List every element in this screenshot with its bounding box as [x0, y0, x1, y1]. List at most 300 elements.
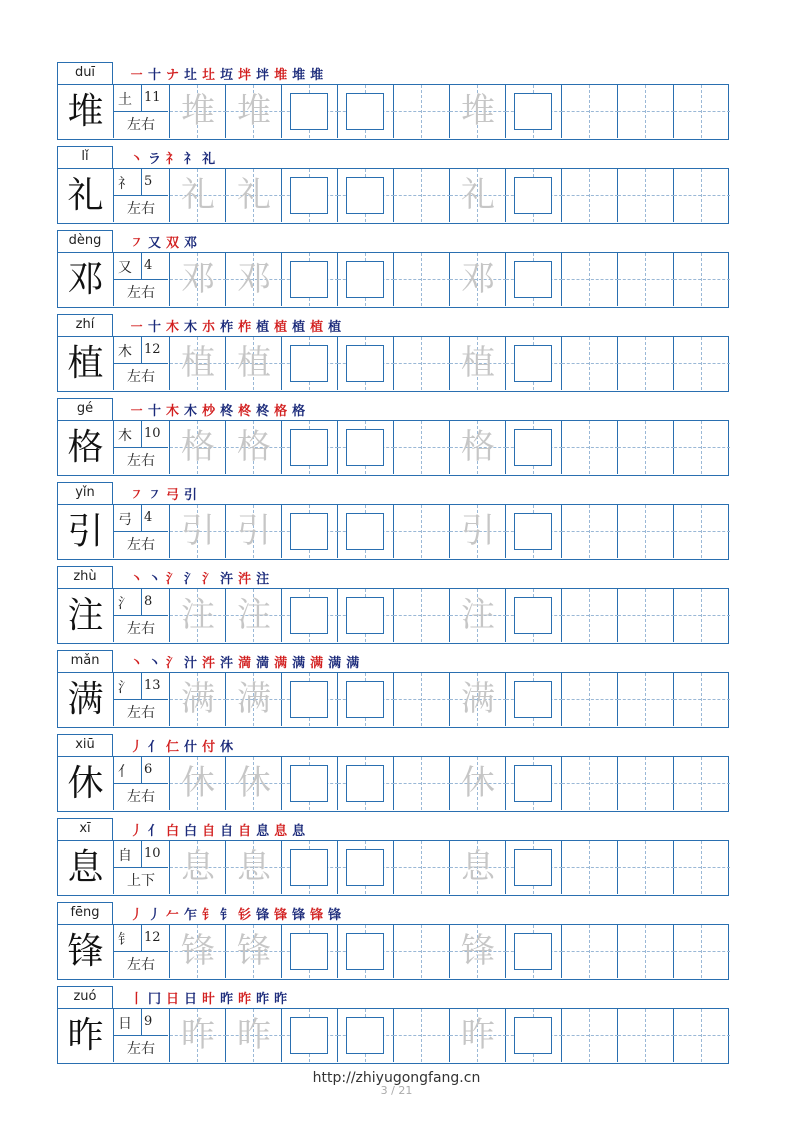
- guide-line: [562, 279, 618, 280]
- stroke-step: 旪: [202, 991, 216, 1007]
- trace-character: 锋: [461, 931, 495, 971]
- guide-line: [618, 699, 674, 700]
- stroke-step: 格: [274, 403, 288, 419]
- stroke-step: 息: [274, 823, 288, 839]
- writing-cell[interactable]: [450, 757, 506, 810]
- trace-character: 注: [237, 595, 271, 635]
- writing-cell[interactable]: [170, 673, 226, 726]
- trace-character: 引: [237, 511, 271, 551]
- trace-character: 昨: [181, 1015, 215, 1055]
- guide-line: [562, 447, 618, 448]
- guide-line: [562, 699, 618, 700]
- inner-writing-box[interactable]: [346, 933, 384, 970]
- writing-cell[interactable]: [618, 421, 674, 474]
- writing-cell[interactable]: [674, 421, 730, 474]
- pinyin-label: zhù: [57, 566, 113, 588]
- char-row: [0, 62, 793, 146]
- stroke-order: [130, 566, 530, 588]
- footer-url[interactable]: http://zhiyugongfang.cn: [312, 1070, 481, 1086]
- stroke-step: 満: [256, 655, 270, 671]
- writing-cell[interactable]: [618, 253, 674, 306]
- writing-cell[interactable]: [170, 169, 226, 222]
- char-row: [0, 818, 793, 902]
- writing-cell[interactable]: [450, 253, 506, 306]
- stroke-step: 汼: [202, 655, 216, 671]
- divider: [114, 531, 168, 532]
- trace-character: 休: [181, 763, 215, 803]
- practice-grid: [57, 336, 729, 392]
- trace-character: 格: [181, 427, 215, 467]
- radical: 土: [118, 92, 132, 108]
- writing-cell[interactable]: [450, 505, 506, 558]
- writing-cell[interactable]: [282, 841, 338, 894]
- inner-writing-box[interactable]: [514, 681, 552, 718]
- trace-character: 满: [181, 679, 215, 719]
- stroke-step: 植: [274, 319, 288, 335]
- stroke-step: 柊: [256, 403, 270, 419]
- writing-cell[interactable]: [394, 1009, 450, 1062]
- stroke-step: 丨: [130, 991, 144, 1007]
- writing-cell[interactable]: [562, 421, 618, 474]
- inner-writing-box[interactable]: [290, 765, 328, 802]
- guide-line: [674, 447, 730, 448]
- guide-line: [394, 1035, 450, 1036]
- writing-cell[interactable]: [618, 1009, 674, 1062]
- writing-cell[interactable]: [338, 337, 394, 390]
- pinyin-label: dèng: [57, 230, 113, 252]
- inner-writing-box[interactable]: [290, 597, 328, 634]
- stroke-step: 𠂉: [166, 907, 180, 923]
- structure-label: 左右: [127, 537, 155, 553]
- writing-cell[interactable]: [506, 421, 562, 474]
- writing-cell[interactable]: [226, 337, 282, 390]
- character-info: [114, 589, 170, 642]
- writing-cell[interactable]: [450, 169, 506, 222]
- writing-cell[interactable]: [170, 925, 226, 978]
- inner-writing-box[interactable]: [290, 849, 328, 886]
- stroke-step: 冂: [148, 991, 162, 1007]
- character-info: [114, 1009, 170, 1062]
- writing-cell[interactable]: [338, 169, 394, 222]
- writing-cell[interactable]: [618, 925, 674, 978]
- stroke-step: 植: [256, 319, 270, 335]
- stroke-step: 锋: [292, 907, 306, 923]
- writing-cell[interactable]: [170, 337, 226, 390]
- guide-line: [674, 279, 730, 280]
- writing-cell[interactable]: [170, 841, 226, 894]
- inner-writing-box[interactable]: [514, 93, 552, 130]
- writing-cell[interactable]: [674, 1009, 730, 1062]
- writing-cell[interactable]: [170, 589, 226, 642]
- writing-cell[interactable]: [170, 1009, 226, 1062]
- writing-cell[interactable]: [170, 253, 226, 306]
- writing-cell[interactable]: [450, 589, 506, 642]
- writing-cell[interactable]: [282, 421, 338, 474]
- stroke-step: 日: [166, 991, 180, 1007]
- character-info: [114, 757, 170, 810]
- writing-cell[interactable]: [506, 1009, 562, 1062]
- inner-writing-box[interactable]: [346, 429, 384, 466]
- stroke-step: ㇐: [130, 67, 144, 83]
- writing-cell[interactable]: [338, 421, 394, 474]
- writing-cell[interactable]: [226, 85, 282, 138]
- inner-writing-box[interactable]: [346, 177, 384, 214]
- stroke-step: 休: [220, 739, 234, 755]
- model-character: 邓: [58, 253, 114, 306]
- stroke-step: 礻: [166, 151, 180, 167]
- inner-writing-box[interactable]: [514, 513, 552, 550]
- inner-writing-box[interactable]: [514, 849, 552, 886]
- writing-cell[interactable]: [450, 337, 506, 390]
- practice-grid: [57, 252, 729, 308]
- stroke-step: 格: [292, 403, 306, 419]
- stroke-step: 锋: [310, 907, 324, 923]
- inner-writing-box[interactable]: [346, 345, 384, 382]
- guide-line: [674, 195, 730, 196]
- stroke-step: 仁: [166, 739, 180, 755]
- stroke-step: 汼: [238, 571, 252, 587]
- stroke-step: 氵: [166, 571, 180, 587]
- inner-writing-box[interactable]: [346, 1017, 384, 1054]
- writing-cell[interactable]: [170, 85, 226, 138]
- writing-cell[interactable]: [282, 253, 338, 306]
- writing-cell[interactable]: [394, 253, 450, 306]
- trace-character: 息: [461, 847, 495, 887]
- writing-cell[interactable]: [562, 757, 618, 810]
- character-info: [114, 253, 170, 306]
- stroke-step: 柊: [220, 403, 234, 419]
- writing-cell[interactable]: [674, 253, 730, 306]
- radical: 又: [118, 260, 132, 276]
- stroke-order: [130, 398, 530, 420]
- writing-cell[interactable]: [394, 169, 450, 222]
- writing-cell[interactable]: [674, 85, 730, 138]
- writing-cell[interactable]: [226, 589, 282, 642]
- writing-cell[interactable]: [562, 589, 618, 642]
- trace-character: 注: [461, 595, 495, 635]
- writing-cell[interactable]: [674, 169, 730, 222]
- writing-cell[interactable]: [506, 673, 562, 726]
- writing-cell[interactable]: [338, 925, 394, 978]
- stroke-step: 钅: [202, 907, 216, 923]
- divider: [141, 589, 142, 615]
- stroke-step: 満: [238, 655, 252, 671]
- guide-line: [618, 447, 674, 448]
- writing-cell[interactable]: [562, 337, 618, 390]
- writing-cell[interactable]: [674, 589, 730, 642]
- writing-cell[interactable]: [226, 169, 282, 222]
- trace-character: 堆: [461, 91, 495, 131]
- stroke-count: 8: [144, 594, 153, 609]
- writing-cell[interactable]: [618, 589, 674, 642]
- writing-cell[interactable]: [674, 673, 730, 726]
- writing-cell[interactable]: [618, 673, 674, 726]
- writing-cell[interactable]: [282, 337, 338, 390]
- guide-line: [394, 783, 450, 784]
- practice-grid: [57, 588, 729, 644]
- inner-writing-box[interactable]: [514, 345, 552, 382]
- trace-character: 格: [461, 427, 495, 467]
- stroke-step: 弓: [166, 487, 180, 503]
- writing-cell[interactable]: [338, 85, 394, 138]
- radical: 自: [118, 848, 132, 864]
- inner-writing-box[interactable]: [346, 849, 384, 886]
- writing-cell[interactable]: [338, 757, 394, 810]
- inner-writing-box[interactable]: [290, 513, 328, 550]
- radical: 氵: [118, 596, 132, 612]
- writing-cell[interactable]: [506, 589, 562, 642]
- char-row: [0, 566, 793, 650]
- writing-cell[interactable]: [506, 337, 562, 390]
- writing-cell[interactable]: [282, 1009, 338, 1062]
- stroke-step: 丿: [130, 907, 144, 923]
- writing-cell[interactable]: [562, 85, 618, 138]
- guide-line: [394, 699, 450, 700]
- model-character: 休: [58, 757, 114, 810]
- writing-cell[interactable]: [506, 757, 562, 810]
- stroke-step: 满: [310, 655, 324, 671]
- stroke-step: 坢: [256, 67, 270, 83]
- writing-cell[interactable]: [338, 1009, 394, 1062]
- practice-grid: [57, 840, 729, 896]
- inner-writing-box[interactable]: [346, 765, 384, 802]
- stroke-step: 日: [184, 991, 198, 1007]
- writing-cell[interactable]: [226, 757, 282, 810]
- guide-line: [562, 951, 618, 952]
- writing-cell[interactable]: [506, 169, 562, 222]
- writing-cell[interactable]: [450, 841, 506, 894]
- inner-writing-box[interactable]: [290, 429, 328, 466]
- writing-cell[interactable]: [338, 841, 394, 894]
- character-info: [114, 421, 170, 474]
- writing-cell[interactable]: [450, 925, 506, 978]
- stroke-step: 堆: [310, 67, 324, 83]
- writing-cell[interactable]: [282, 757, 338, 810]
- writing-cell[interactable]: [506, 505, 562, 558]
- writing-cell[interactable]: [674, 757, 730, 810]
- stroke-step: 圵: [184, 67, 198, 83]
- inner-writing-box[interactable]: [290, 681, 328, 718]
- inner-writing-box[interactable]: [290, 933, 328, 970]
- writing-cell[interactable]: [394, 841, 450, 894]
- writing-cell[interactable]: [562, 841, 618, 894]
- practice-grid: [57, 84, 729, 140]
- inner-writing-box[interactable]: [290, 261, 328, 298]
- divider: [141, 169, 142, 195]
- inner-writing-box[interactable]: [346, 681, 384, 718]
- writing-cell[interactable]: [618, 169, 674, 222]
- writing-cell[interactable]: [394, 757, 450, 810]
- writing-cell[interactable]: [562, 505, 618, 558]
- writing-cell[interactable]: [394, 589, 450, 642]
- stroke-count: 12: [144, 930, 161, 945]
- writing-cell[interactable]: [338, 253, 394, 306]
- structure-label: 左右: [127, 117, 155, 133]
- guide-line: [618, 867, 674, 868]
- inner-writing-box[interactable]: [514, 933, 552, 970]
- inner-writing-box[interactable]: [514, 597, 552, 634]
- writing-cell[interactable]: [450, 421, 506, 474]
- stroke-count: 11: [144, 90, 161, 105]
- guide-line: [394, 195, 450, 196]
- trace-character: 格: [237, 427, 271, 467]
- stroke-count: 10: [144, 426, 161, 441]
- stroke-step: 木: [166, 403, 180, 419]
- writing-cell[interactable]: [338, 505, 394, 558]
- inner-writing-box[interactable]: [290, 1017, 328, 1054]
- practice-grid: [57, 504, 729, 560]
- writing-cell[interactable]: [394, 925, 450, 978]
- trace-character: 礼: [181, 175, 215, 215]
- divider: [114, 447, 168, 448]
- writing-cell[interactable]: [450, 673, 506, 726]
- inner-writing-box[interactable]: [290, 345, 328, 382]
- writing-cell[interactable]: [506, 253, 562, 306]
- model-character: 植: [58, 337, 114, 390]
- writing-cell[interactable]: [674, 841, 730, 894]
- writing-cell[interactable]: [170, 505, 226, 558]
- inner-writing-box[interactable]: [514, 261, 552, 298]
- writing-cell[interactable]: [226, 1009, 282, 1062]
- model-character: 锋: [58, 925, 114, 978]
- writing-cell[interactable]: [282, 925, 338, 978]
- writing-cell[interactable]: [226, 673, 282, 726]
- writing-cell[interactable]: [674, 505, 730, 558]
- trace-character: 锋: [181, 931, 215, 971]
- stroke-step: 氵: [166, 655, 180, 671]
- divider: [114, 699, 168, 700]
- stroke-count: 10: [144, 846, 161, 861]
- char-row: [0, 230, 793, 314]
- practice-grid: [57, 168, 729, 224]
- radical: 亻: [118, 764, 132, 780]
- writing-cell[interactable]: [506, 925, 562, 978]
- inner-writing-box[interactable]: [290, 93, 328, 130]
- stroke-step: 锋: [274, 907, 288, 923]
- stroke-order: [130, 902, 530, 924]
- stroke-step: 汁: [184, 655, 198, 671]
- inner-writing-box[interactable]: [346, 597, 384, 634]
- writing-cell[interactable]: [450, 1009, 506, 1062]
- stroke-step: ナ: [166, 67, 180, 83]
- writing-cell[interactable]: [562, 925, 618, 978]
- pinyin-label: lǐ: [57, 146, 113, 168]
- stroke-step: 付: [202, 739, 216, 755]
- trace-character: 礼: [461, 175, 495, 215]
- writing-cell[interactable]: [562, 253, 618, 306]
- writing-cell[interactable]: [282, 673, 338, 726]
- guide-line: [394, 615, 450, 616]
- writing-cell[interactable]: [618, 85, 674, 138]
- trace-character: 昨: [237, 1015, 271, 1055]
- stroke-step: 乍: [184, 907, 198, 923]
- writing-cell[interactable]: [394, 85, 450, 138]
- writing-cell[interactable]: [618, 337, 674, 390]
- stroke-step: 丶: [130, 655, 144, 671]
- writing-cell[interactable]: [226, 925, 282, 978]
- structure-label: 上下: [127, 873, 155, 889]
- guide-line: [562, 195, 618, 196]
- writing-cell[interactable]: [562, 169, 618, 222]
- writing-cell[interactable]: [394, 673, 450, 726]
- stroke-step: 礻: [184, 151, 198, 167]
- stroke-count: 6: [144, 762, 153, 777]
- writing-cell[interactable]: [618, 841, 674, 894]
- writing-cell[interactable]: [170, 421, 226, 474]
- char-row: [0, 986, 793, 1070]
- practice-grid: [57, 420, 729, 476]
- inner-writing-box[interactable]: [514, 177, 552, 214]
- writing-cell[interactable]: [226, 505, 282, 558]
- writing-cell[interactable]: [394, 337, 450, 390]
- guide-line: [618, 111, 674, 112]
- pinyin-label: fēng: [57, 902, 113, 924]
- writing-cell[interactable]: [226, 421, 282, 474]
- writing-cell[interactable]: [394, 421, 450, 474]
- character-info: [114, 925, 170, 978]
- trace-character: 植: [461, 343, 495, 383]
- writing-cell[interactable]: [282, 589, 338, 642]
- inner-writing-box[interactable]: [514, 1017, 552, 1054]
- writing-cell[interactable]: [394, 505, 450, 558]
- writing-cell[interactable]: [506, 85, 562, 138]
- writing-cell[interactable]: [618, 757, 674, 810]
- guide-line: [618, 783, 674, 784]
- writing-cell[interactable]: [282, 169, 338, 222]
- writing-cell[interactable]: [674, 337, 730, 390]
- trace-character: 休: [461, 763, 495, 803]
- writing-cell[interactable]: [506, 841, 562, 894]
- stroke-step: 堆: [274, 67, 288, 83]
- trace-character: 邓: [237, 259, 271, 299]
- stroke-step: 坢: [238, 67, 252, 83]
- stroke-step: 丿: [148, 907, 162, 923]
- trace-character: 锋: [237, 931, 271, 971]
- inner-writing-box[interactable]: [290, 177, 328, 214]
- writing-cell[interactable]: [338, 673, 394, 726]
- writing-cell[interactable]: [170, 757, 226, 810]
- stroke-step: ㇇: [130, 487, 144, 503]
- char-row: [0, 398, 793, 482]
- inner-writing-box[interactable]: [346, 93, 384, 130]
- writing-cell[interactable]: [618, 505, 674, 558]
- divider: [114, 279, 168, 280]
- char-row: [0, 734, 793, 818]
- stroke-count: 9: [144, 1014, 153, 1029]
- model-character: 引: [58, 505, 114, 558]
- character-info: [114, 841, 170, 894]
- inner-writing-box[interactable]: [514, 765, 552, 802]
- trace-character: 植: [237, 343, 271, 383]
- writing-cell[interactable]: [562, 1009, 618, 1062]
- divider: [114, 195, 168, 196]
- writing-cell[interactable]: [282, 505, 338, 558]
- inner-writing-box[interactable]: [346, 513, 384, 550]
- writing-cell[interactable]: [282, 85, 338, 138]
- writing-cell[interactable]: [450, 85, 506, 138]
- guide-line: [562, 867, 618, 868]
- inner-writing-box[interactable]: [514, 429, 552, 466]
- stroke-step: 丿: [130, 823, 144, 839]
- writing-cell[interactable]: [674, 925, 730, 978]
- writing-cell[interactable]: [338, 589, 394, 642]
- model-character: 满: [58, 673, 114, 726]
- writing-cell[interactable]: [562, 673, 618, 726]
- writing-cell[interactable]: [226, 841, 282, 894]
- guide-line: [618, 615, 674, 616]
- inner-writing-box[interactable]: [346, 261, 384, 298]
- writing-cell[interactable]: [226, 253, 282, 306]
